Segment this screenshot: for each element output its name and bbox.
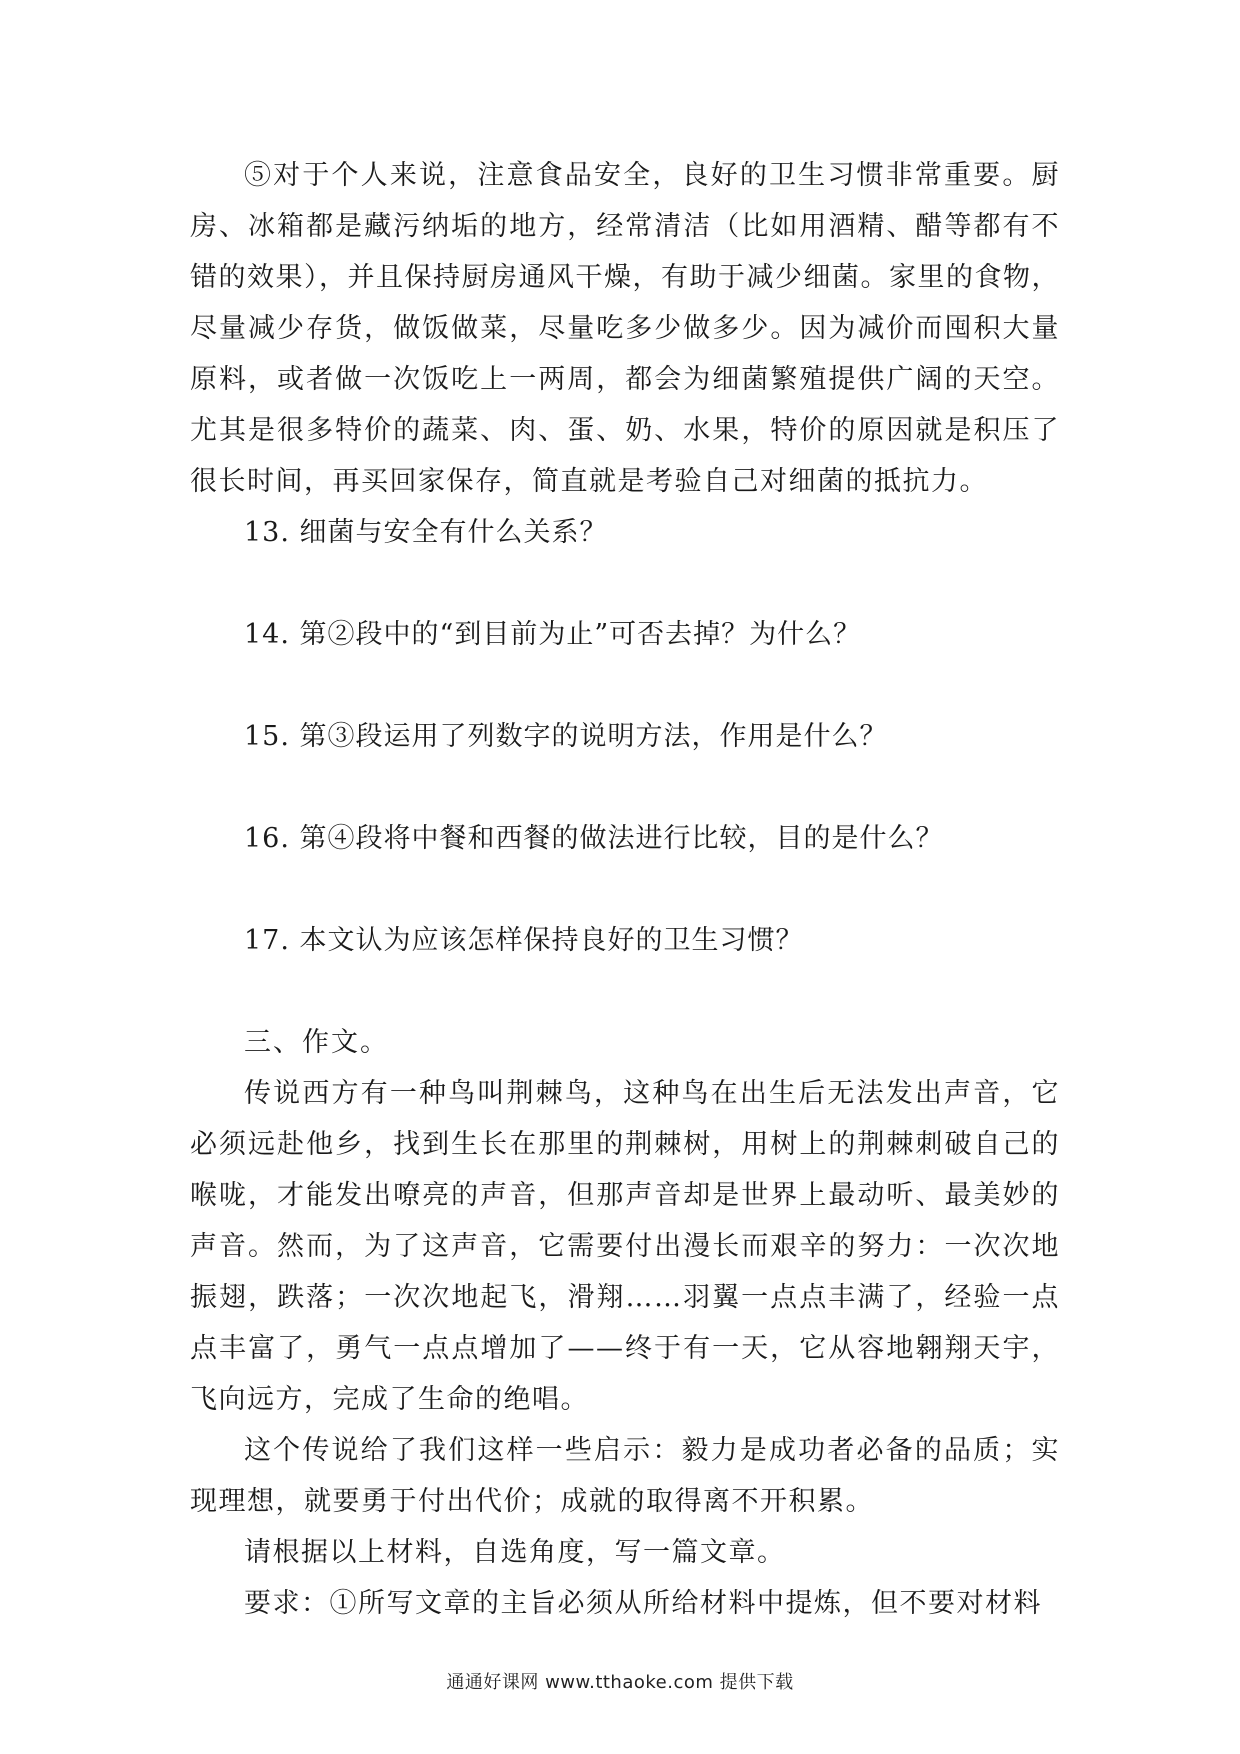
answer-space [190,762,1060,813]
document-body [190,150,1060,1629]
answer-space [190,966,1060,1017]
essay-material: 传说西方有一种鸟叫荆棘鸟，这种鸟在出生后无法发出声音，它必须远赴他乡，找到生长在那里的荆棘树，用树上的荆棘刺破自己的喉咙，才能发出嘹亮的声音，但那声音却是世界上最动听、最美妙的声音。然而，为了这声音，它需要付出漫长而艰辛的努力：一次次地振翅，跌落；一次次地起飞，滑翔……羽翼一点点丰满了，经验一点点丰富了，勇气一点点增加了——终于有一天，它从容地翱翔天宇，飞向远方，完成了生命的绝唱。 [190,1078,1060,1415]
paragraph-5: ⑤对于个人来说，注意食品安全，良好的卫生习惯非常重要。厨房、冰箱都是藏污纳垢的地方，经常清洁（比如用酒精、醋等都有不错的效果），并且保持厨房通风干燥，有助于减少细菌。家里的食物，尽量减少存货，做饭做菜，尽量吃多少做多少。因为减价而囤积大量原料，或者做一次饭吃上一两周，都会为细菌繁殖提供广阔的天空。尤其是很多特价的蔬菜、肉、蛋、奶、水果，特价的原因就是积压了很长时间，再买回家保存，简直就是考验自己对细菌的抵抗力。 [190,160,1060,497]
question-14: 14. 第②段中的“到目前为止”可否去掉？为什么？ [244,619,862,650]
question-13: 13. 细菌与安全有什么关系？ [244,517,608,548]
essay-requirements: 要求：①所写文章的主旨必须从所给材料中提炼，但不要对材料 [244,1588,1042,1619]
essay-instruction: 请根据以上材料，自选角度，写一篇文章。 [244,1537,786,1568]
answer-space [190,558,1060,609]
answer-space [190,864,1060,915]
page-footer: 通通好课网 www.tthaoke.com 提供下载 [446,1672,794,1693]
question-17: 17. 本文认为应该怎样保持良好的卫生习惯？ [244,925,804,956]
essay-inspiration: 这个传说给了我们这样一些启示：毅力是成功者必备的品质；实现理想，就要勇于付出代价；成就的取得离不开积累。 [190,1435,1060,1517]
question-15: 15. 第③段运用了列数字的说明方法，作用是什么？ [244,721,888,752]
question-16: 16. 第④段将中餐和西餐的做法进行比较，目的是什么？ [244,823,944,854]
section-title-essay: 三、作文。 [244,1027,389,1058]
answer-space [190,660,1060,711]
